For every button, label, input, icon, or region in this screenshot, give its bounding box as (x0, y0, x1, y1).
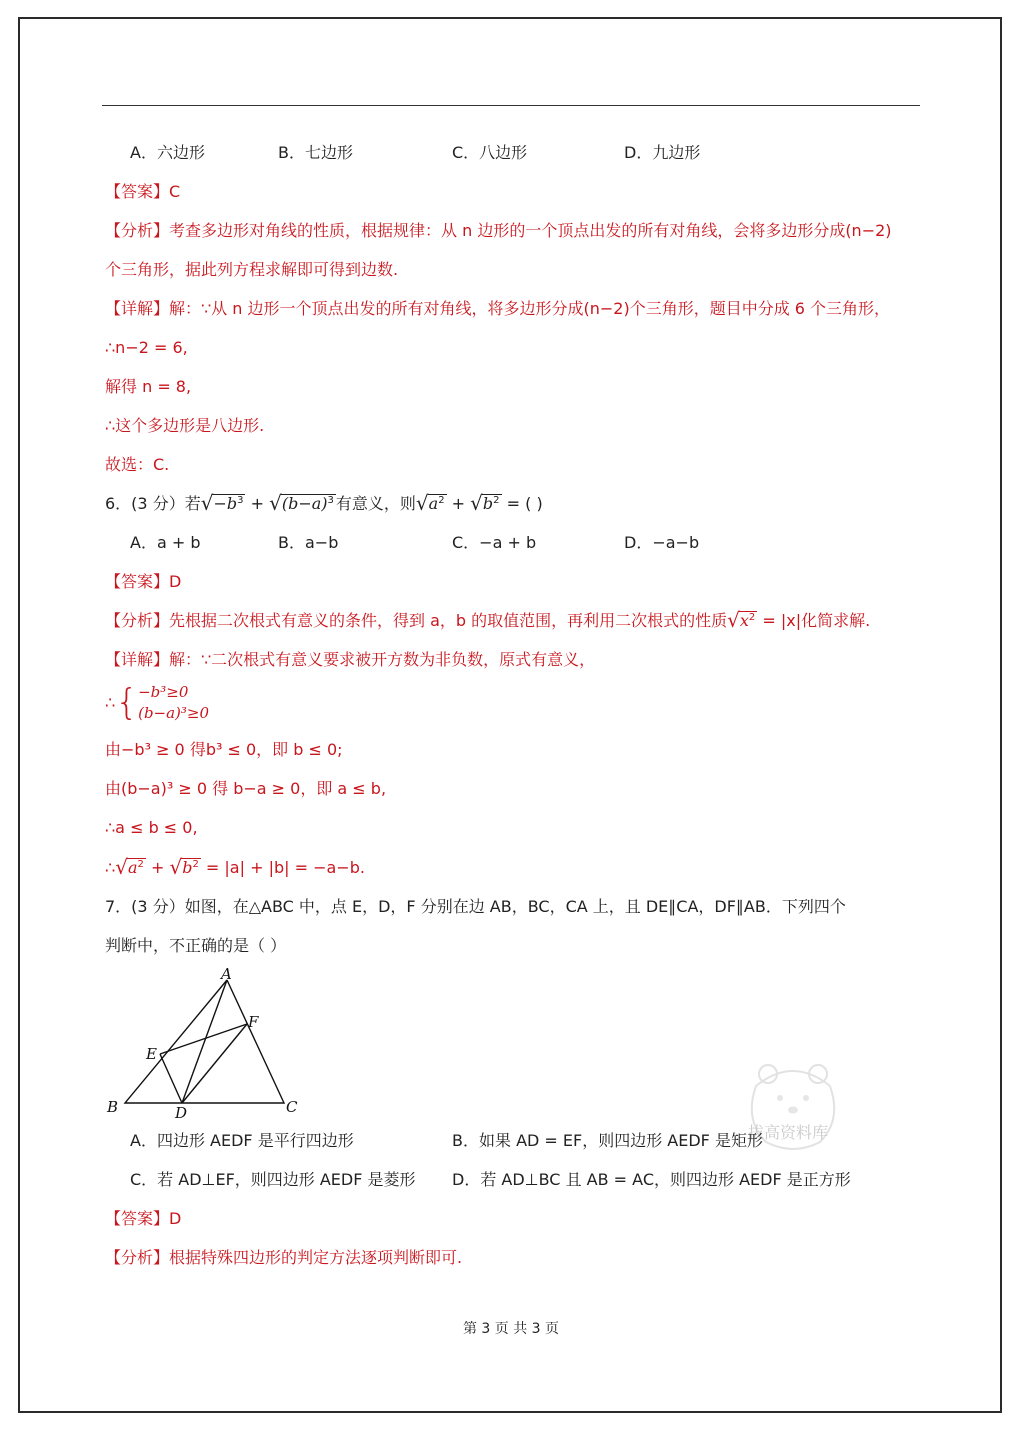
radical-sign-icon: √ (470, 491, 483, 515)
q6-detail-line1: 【详解】解：∵二次根式有意义要求被开方数为非负数，原式有意义， (105, 650, 596, 669)
q6-final-radicand-1: a (127, 858, 138, 877)
page-footer: 第 3 页 共 3 页 (462, 1321, 560, 1337)
label-d: D (175, 1104, 188, 1122)
q5-option-b: B．七边形 (278, 143, 353, 162)
q6-option-b: B．a−b (278, 533, 339, 552)
q5-answer: 【答案】C (105, 182, 181, 201)
q6-detail-line4: ∴a ≤ b ≤ 0, (105, 818, 198, 837)
q6-option-d: D．−a−b (624, 533, 700, 552)
q6-detail-line5: $\therefore√a^2 + √b^2 = |a| + |b| = -a-b$. (105, 855, 365, 879)
radical-sign-icon: √ (169, 855, 183, 879)
watermark-text: 拔高资料库 (748, 1123, 829, 1142)
q6-final-result: = |a| + |b| = −a−b. (205, 858, 365, 877)
radical-sign-icon: √ (415, 491, 429, 515)
segment-ad (182, 980, 227, 1103)
radical-sign-icon: √ (727, 608, 740, 632)
q6-plus: + (250, 494, 264, 513)
q6-option-a: A．a + b (130, 533, 201, 552)
header-rule (102, 105, 920, 106)
q6-plus-2: + (451, 494, 466, 513)
therefore-icon: ∴ (105, 693, 116, 712)
q6-inequality-system (105, 682, 209, 724)
q7-stem-line1: 7．(3 分）如图，在△ABC 中，点 E，D，F 分别在边 AB，BC，CA 上，且 DE∥CA，DF∥AB．下列四个 (105, 897, 846, 916)
label-e: E (146, 1045, 157, 1063)
q6-analysis-text: 【分析】先根据二次根式有意义的条件，得到 a，b 的取值范围，再利用二次根式的性质 (105, 611, 728, 630)
q5-option-a: A．六边形 (130, 143, 205, 162)
q5-analysis-line2: 个三角形，据此列方程求解即可得到边数. (105, 260, 399, 279)
q7-analysis: 【分析】根据特殊四边形的判定方法逐项判断即可. (105, 1248, 463, 1267)
q5-detail-line5: 故选：C. (105, 455, 170, 474)
q7-option-b: B．如果 AD = EF，则四边形 AEDF 是矩形 (452, 1131, 763, 1150)
label-a: A (221, 965, 232, 983)
q7-option-c: C．若 AD⊥EF，则四边形 AEDF 是菱形 (130, 1170, 416, 1189)
q6-system-row-2: (b−a)³≥0 (138, 704, 210, 722)
q5-analysis-line1: 【分析】考查多边形对角线的性质，根据规律：从 n 边形的一个顶点出发的所有对角线，会将多边形分成(n−2) (105, 221, 892, 240)
triangle-figure (100, 962, 310, 1122)
q6-stem-tail: = ( ) (506, 494, 543, 513)
q5-option-c: C．八边形 (452, 143, 528, 162)
q6-analysis: 【分析】先根据二次根式有意义的条件，得到 a，b 的取值范围，再利用二次根式的性质$√x^2 = |x|$化简求解. (105, 608, 871, 632)
therefore-icon: ∴ (105, 858, 116, 877)
q7-option-a: A．四边形 AEDF 是平行四边形 (130, 1131, 354, 1150)
q7-option-d: D．若 AD⊥BC 且 AB = AC，则四边形 AEDF 是正方形 (452, 1170, 851, 1189)
segment-ed (160, 1054, 182, 1103)
brace-icon: { (115, 682, 139, 723)
q5-detail-line2: ∴n−2 = 6, (105, 338, 188, 357)
q6-answer: 【答案】D (105, 572, 182, 591)
label-c: C (286, 1098, 298, 1116)
radical-sign-icon: √ (115, 855, 128, 879)
label-f: F (248, 1013, 259, 1031)
radical-sign-icon: √ (200, 491, 214, 515)
q6-stem: 6．(3 分）若$√-b^3 + √(b-a)^3$ 有意义，则$√a^2 + √b^2$ = ( ) (105, 491, 543, 515)
q6-radicand-4: b (482, 494, 494, 513)
q6-analysis-radicand: x (739, 611, 749, 630)
q6-option-c: C．−a + b (452, 533, 537, 552)
q5-detail-line1: 【详解】解：∵从 n 边形一个顶点出发的所有对角线，将多边形分成(n−2)个三角形，题目中分成 6 个三角形， (105, 299, 891, 318)
q6-system-row-1: −b³≥0 (138, 683, 189, 701)
q5-option-d: D．九边形 (624, 143, 701, 162)
q6-detail-line3: 由(b−a)³ ≥ 0 得 b−a ≥ 0，即 a ≤ b, (105, 779, 387, 798)
radical-sign-icon: √ (269, 491, 282, 515)
q5-detail-line4: ∴这个多边形是八边形. (105, 416, 265, 435)
q6-radicand-1: −b (213, 494, 238, 513)
q5-detail-line3: 解得 n = 8, (105, 377, 192, 396)
q7-answer: 【答案】D (105, 1209, 182, 1228)
q6-radicand-2: (b−a) (281, 494, 328, 513)
q6-number: 6．(3 分）若 (105, 494, 201, 513)
q6-final-plus: + (150, 858, 165, 877)
q6-radicand-3: a (428, 494, 439, 513)
q6-stem-mid: 有意义，则 (335, 494, 416, 513)
label-b: B (107, 1098, 119, 1116)
q6-analysis-tail: = |x|化简求解. (762, 611, 871, 630)
q6-detail-line2: 由−b³ ≥ 0 得b³ ≤ 0，即 b ≤ 0; (105, 740, 343, 759)
q6-final-radicand-2: b (182, 858, 193, 877)
q7-stem-line2: 判断中，不正确的是（ ） (105, 936, 287, 955)
